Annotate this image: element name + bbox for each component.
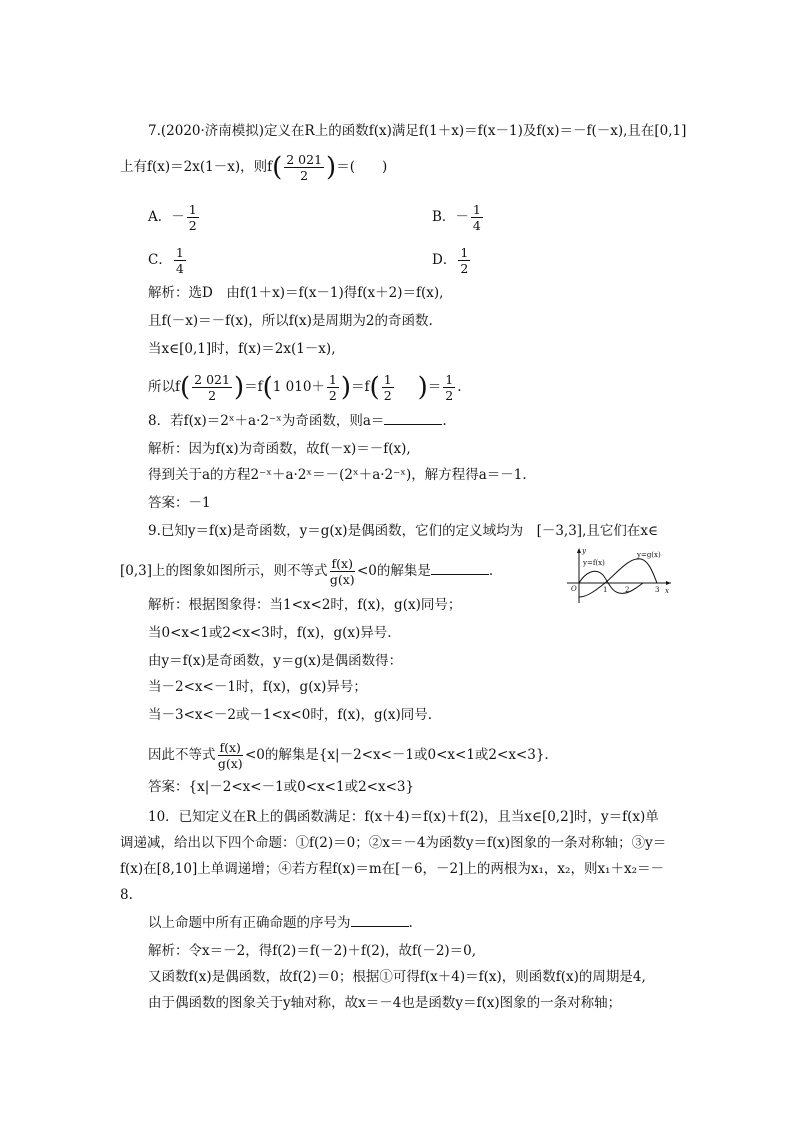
- option-label: B．－: [432, 209, 469, 225]
- fraction-denominator: g(x): [217, 756, 243, 771]
- graph-tick-1: 1: [603, 586, 608, 594]
- q10-stem-line5: [148, 914, 413, 932]
- graph-x-label: x: [665, 587, 669, 595]
- fraction-denominator: g(x): [329, 572, 355, 587]
- solution-text: ＝f: [244, 379, 263, 395]
- solution-text: 因此不等式: [148, 747, 216, 763]
- paren-right: ): [417, 372, 428, 403]
- fraction-numerator: 2 021: [286, 152, 323, 167]
- q7-solution-line4: [148, 372, 462, 403]
- graph-gx-label: y=g(x): [637, 551, 661, 559]
- q7-stem-text: 上有f(x)＝2x(1－x)，则f: [120, 159, 273, 175]
- q10-stem-text: 以上命题中所有正确命题的序号为: [148, 915, 351, 931]
- solution-fraction: [218, 740, 243, 771]
- fraction-numerator: 1: [188, 202, 197, 217]
- fraction-numerator: 1: [383, 372, 392, 387]
- solution-text: <0的解集是{x|－2<x<－1或0<x<1或2<x<3}.: [244, 747, 549, 763]
- fraction-numerator: 1: [445, 372, 454, 387]
- solution-fraction: [382, 372, 394, 403]
- q10-solution-line1: 解析：令x＝－2，得f(2)＝f(－2)＋f(2)，故f(－2)＝0,: [148, 943, 477, 959]
- fraction-numerator: 1: [175, 245, 184, 260]
- q10-solution-line3: 由于偶函数的图象关于y轴对称，故x＝－4也是函数y＝f(x)图象的一条对称轴；: [148, 995, 622, 1011]
- q7-solution-line3: 当x∈[0,1]时，f(x)＝2x(1－x),: [148, 341, 336, 357]
- q9-stem-line2: [120, 556, 493, 587]
- q7-fraction: [284, 152, 324, 183]
- q7-solution-line1: 解析：选D 由f(1＋x)＝f(x－1)得f(x＋2)＝f(x),: [148, 285, 444, 301]
- q9-fraction: [330, 556, 355, 587]
- fraction-denominator: 2: [300, 168, 309, 183]
- solution-text: ＝: [427, 379, 442, 395]
- fraction-denominator: 2: [460, 261, 469, 276]
- q7-solution-line2: 且f(－x)＝－f(x)，所以f(x)是周期为2的奇函数.: [148, 313, 433, 329]
- q9-answer: 答案：{x|－2<x<－1或0<x<1或2<x<3}: [148, 779, 415, 795]
- option-fraction: [187, 202, 199, 233]
- q9-solution-line2: 当0<x<1或2<x<3时，f(x)，g(x)异号.: [148, 625, 392, 641]
- q9-solution-line4: 当－2<x<－1时，f(x)，g(x)异号；: [148, 679, 367, 695]
- solution-text: 1 010＋: [272, 379, 325, 395]
- fraction-denominator: 4: [472, 218, 481, 233]
- graph-tick-3: 3: [655, 586, 660, 594]
- fraction-denominator: 2: [328, 388, 337, 403]
- q9-stem-text: <0的解集是: [356, 563, 431, 579]
- answer-blank: [431, 562, 489, 575]
- fx-curve: [579, 571, 643, 593]
- option-label: C．: [148, 252, 172, 268]
- graph-tick-2: 2: [625, 586, 630, 594]
- graph-y-label: y: [582, 547, 586, 555]
- q8-solution-line2: 得到关于a的方程2⁻ˣ＋a·2ˣ＝－(2ˣ＋a·2⁻ˣ)，解方程得a＝－1.: [148, 467, 527, 483]
- q7-option-a: [148, 202, 201, 233]
- q9-solution-line3: 由y＝f(x)是奇函数，y＝g(x)是偶函数得：: [148, 653, 403, 669]
- q7-option-d: [432, 245, 472, 276]
- fraction-numerator: 2 021: [194, 372, 230, 387]
- q7-stem-end: ＝( ): [336, 159, 388, 175]
- fraction-numerator: 1: [460, 245, 469, 260]
- q9-stem-line1: 9.已知y＝f(x)是奇函数，y＝g(x)是偶函数，它们的定义域均为 [－3,3],且它们在x∈: [148, 523, 658, 539]
- paren-left: (: [180, 372, 191, 403]
- q8-stem: [148, 412, 447, 430]
- q7-stem-line2: [120, 152, 387, 183]
- q10-stem-line3: f(x)在[8,10]上单调递增；④若方程f(x)＝m在[－6，－2]上的两根为x₁，x₂，则x₁＋x₂＝－: [120, 861, 664, 877]
- option-fraction: [174, 245, 186, 276]
- option-fraction: [458, 245, 470, 276]
- fraction-denominator: 2: [383, 388, 392, 403]
- fraction-denominator: 4: [175, 261, 184, 276]
- fraction-numerator: 1: [328, 372, 337, 387]
- q8-solution-line1: 解析：因为f(x)为奇函数，故f(－x)＝－f(x),: [148, 441, 411, 457]
- q10-stem-end: .: [408, 915, 413, 931]
- q9-stem-text: [0,3]上的图象如图所示，则不等式: [120, 563, 328, 579]
- solution-text: .: [457, 379, 462, 395]
- solution-text: 所以f: [148, 379, 180, 395]
- fraction-numerator: f(x): [331, 556, 353, 571]
- q8-answer: 答案：－1: [148, 495, 211, 511]
- solution-fraction: [443, 372, 455, 403]
- option-fraction: [471, 202, 483, 233]
- answer-blank: [351, 914, 409, 927]
- q9-solution-line1: 解析：根据图象得：当1<x<2时，f(x)，g(x)同号；: [148, 597, 462, 613]
- paren-right: ): [326, 152, 337, 183]
- solution-fraction: [327, 372, 339, 403]
- q9-stem-end: .: [488, 563, 494, 579]
- q8-stem-end: .: [442, 413, 447, 429]
- q10-stem-line4: 8.: [120, 887, 133, 903]
- function-graph: [565, 545, 675, 605]
- fraction-denominator: 2: [188, 218, 197, 233]
- solution-fraction: [192, 372, 232, 403]
- fraction-numerator: f(x): [219, 740, 241, 755]
- q8-stem-text: 8．若f(x)＝2ˣ＋a·2⁻ˣ为奇函数，则a＝: [148, 413, 385, 429]
- fraction-numerator: 1: [472, 202, 481, 217]
- y-axis-arrow-icon: [577, 548, 581, 553]
- q7-option-b: [432, 202, 485, 233]
- q9-solution-line6: [148, 740, 549, 771]
- q10-solution-line2: 又函数f(x)是偶函数，故f(2)＝0；根据①可得f(x＋4)＝f(x)，则函数f(x)的周期是4,: [148, 969, 646, 985]
- option-label: A．－: [148, 209, 185, 225]
- q7-stem-line1: 7.(2020·济南模拟)定义在R上的函数f(x)满足f(1＋x)＝f(x－1)及f(x)＝－f(－x),且在[0,1]: [148, 123, 687, 139]
- paren-left: (: [369, 372, 380, 403]
- q10-stem-line1: 10．已知定义在R上的偶函数满足：f(x＋4)＝f(x)＋f(2)，且当x∈[0,2]时，y＝f(x)单: [148, 809, 659, 825]
- fraction-denominator: 2: [208, 388, 217, 403]
- paren-left: (: [262, 372, 273, 403]
- graph-fx-label: y=f(x): [583, 559, 605, 567]
- q9-solution-line5: 当－3<x<－2或－1<x<0时，f(x)，g(x)同号.: [148, 707, 433, 723]
- paren-left: (: [272, 152, 283, 183]
- x-axis-arrow-icon: [666, 581, 671, 585]
- q7-option-c: [148, 245, 188, 276]
- option-label: D．: [432, 252, 457, 268]
- fraction-denominator: 2: [445, 388, 454, 403]
- q10-stem-line2: 调递减，给出以下四个命题：①f(2)＝0；②x＝－4为函数y＝f(x)图象的一条对称轴；③y＝: [120, 835, 667, 851]
- graph-origin-label: O: [571, 585, 577, 593]
- paren-right: ): [340, 372, 352, 403]
- answer-blank: [384, 412, 442, 425]
- paren-right: ): [233, 372, 245, 403]
- solution-text: ＝f: [351, 379, 370, 395]
